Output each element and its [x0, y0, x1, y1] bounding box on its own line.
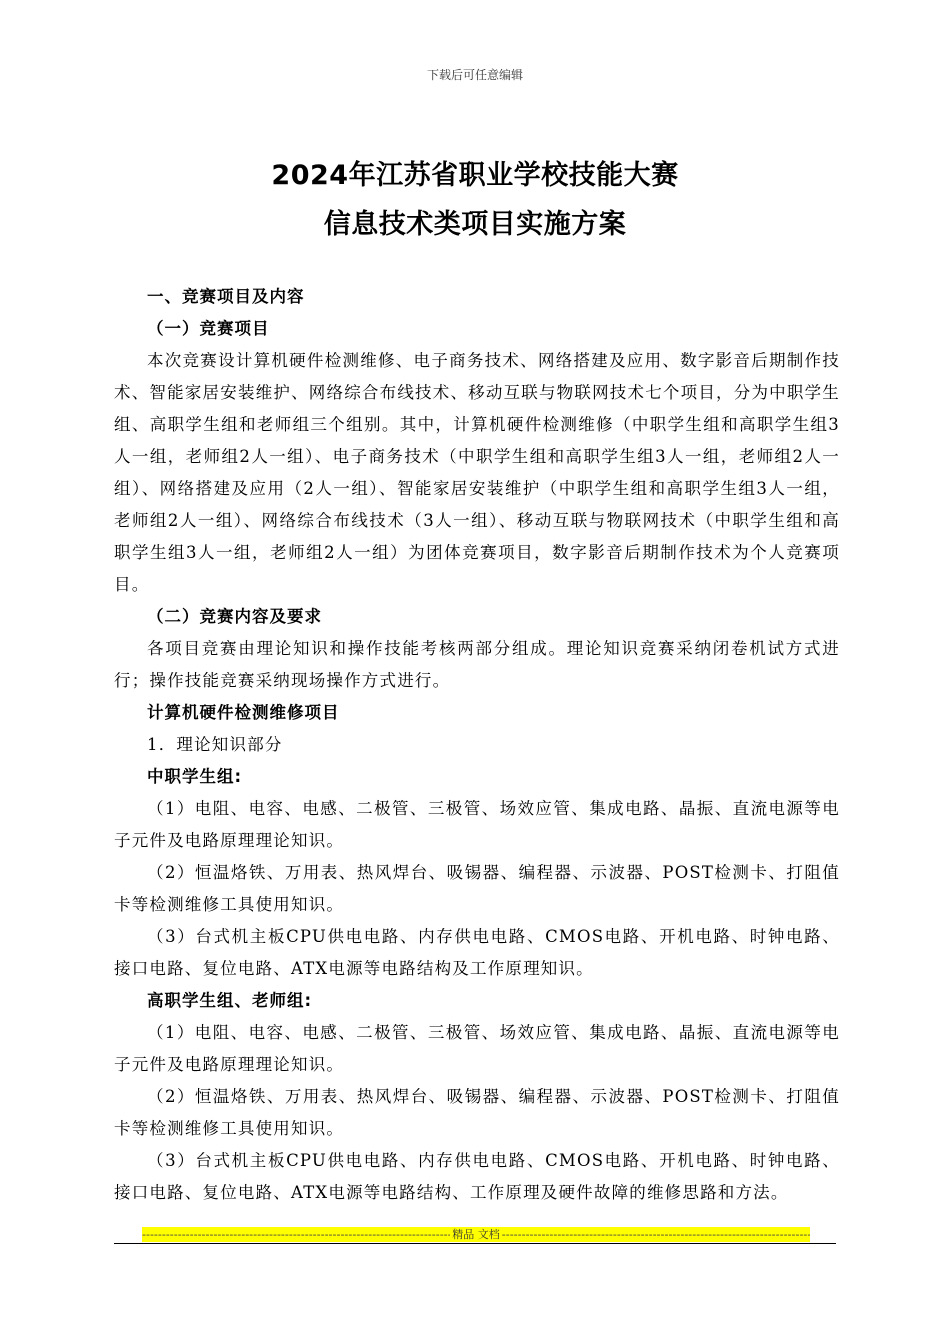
subsection-heading: （二）竞赛内容及要求 — [147, 607, 322, 626]
document-title-line1: 2024年江苏省职业学校技能大赛 — [271, 160, 679, 191]
document-body — [114, 281, 840, 1209]
list-item: （1）电阻、电容、电感、二极管、三极管、场效应管、集成电路、晶振、直流电源等电子元件及电路原理理论知识。 — [114, 799, 840, 850]
group-heading: 中职学生组: — [147, 767, 243, 786]
footer-label: 精品 文档 — [452, 1228, 500, 1241]
list-item: （3）台式机主板CPU供电电路、内存供电电路、CMOS电路、开机电路、时钟电路、接口电路、复位电路、ATX电源等电路结构及工作原理知识。 — [114, 927, 840, 978]
list-item: （2）恒温烙铁、万用表、热风焊台、吸锡器、编程器、示波器、POST检测卡、打阻值卡等检测维修工具使用知识。 — [114, 1087, 840, 1138]
section-heading: 一、竞赛项目及内容 — [147, 287, 305, 306]
footer-dashes-left — [142, 1227, 450, 1242]
footer-divider — [114, 1243, 836, 1244]
list-item: （3）台式机主板CPU供电电路、内存供电电路、CMOS电路、开机电路、时钟电路、接口电路、复位电路、ATX电源等电路结构、工作原理及硬件故障的维修思路和方法。 — [114, 1151, 840, 1202]
list-item: （1）电阻、电容、电感、二极管、三极管、场效应管、集成电路、晶振、直流电源等电子元件及电路原理理论知识。 — [114, 1023, 840, 1074]
body-paragraph: 本次竞赛设计算机硬件检测维修、电子商务技术、网络搭建及应用、数字影音后期制作技术、智能家居安装维护、网络综合布线技术、移动互联与物联网技术七个项目，分为中职学生组、高职学生组和老师组三个组别。其中，计算机硬件检测维修（中职学生组和高职学生组3人一组，老师组2人一组）、电子商务技术（中职学生组和高职学生组3人一组，老师组2人一组）、网络搭建及应用（2人一组）、智能家居安装维护（中职学生组和高职学生组3人一组，老师组2人一组）、网络综合布线技术（3人一组）、移动互联与物联网技术（中职学生组和高职学生组3人一组，老师组2人一组）为团体竞赛项目，数字影音后期制作技术为个人竞赛项目。 — [114, 351, 840, 594]
project-heading: 计算机硬件检测维修项目 — [147, 703, 340, 722]
subsection-heading: （一）竞赛项目 — [147, 319, 270, 338]
group-heading: 高职学生组、老师组: — [147, 991, 313, 1010]
footer-dashes-right — [502, 1227, 810, 1242]
footer-banner — [142, 1227, 810, 1242]
body-paragraph: 各项目竞赛由理论知识和操作技能考核两部分组成。理论知识竞赛采纳闭卷机试方式进行；操作技能竞赛采纳现场操作方式进行。 — [114, 639, 840, 690]
header-note: 下载后可任意编辑 — [426, 68, 523, 82]
body-paragraph: 1．理论知识部分 — [147, 735, 283, 754]
document-title-line2: 信息技术类项目实施方案 — [323, 209, 627, 240]
list-item: （2）恒温烙铁、万用表、热风焊台、吸锡器、编程器、示波器、POST检测卡、打阻值卡等检测维修工具使用知识。 — [114, 863, 840, 914]
